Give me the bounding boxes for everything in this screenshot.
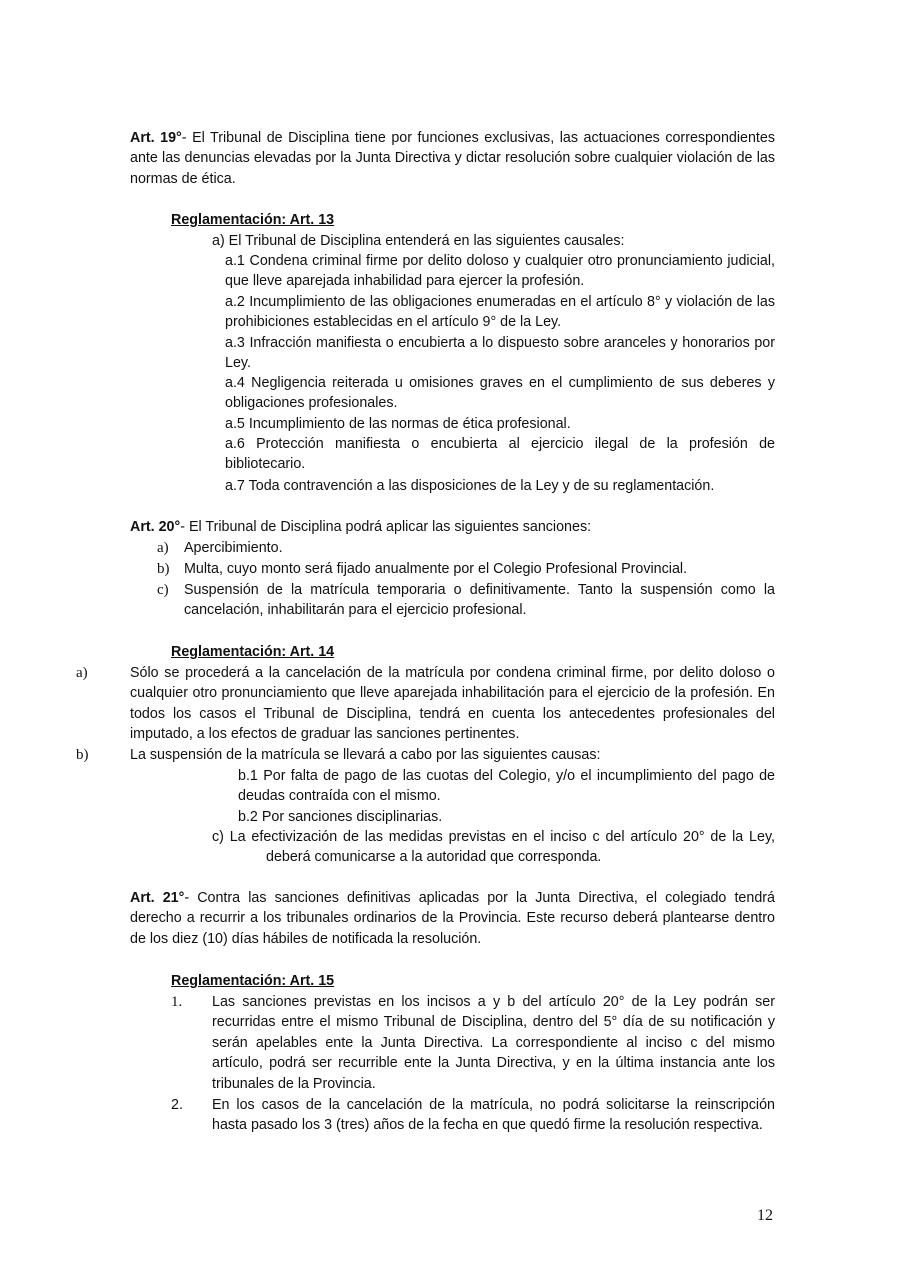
reg13-item-a6: a.6 Protección manifiesta o encubierta al ejercicio ilegal de la profesión de bibliotecario. bbox=[225, 436, 775, 473]
art20-item-b: b) Multa, cuyo monto será fijado anualmente por el Colegio Profesional Provincial. bbox=[157, 559, 775, 579]
art19-label: Art. 19° bbox=[130, 130, 182, 146]
art20-paragraph bbox=[130, 517, 775, 537]
art20-item-c-marker: c) bbox=[157, 582, 169, 598]
reg14-title-text: Reglamentación: Art. 14 bbox=[171, 644, 335, 660]
reg15-item-1-marker: 1. bbox=[171, 994, 183, 1010]
reg14-b2: b.2 Por sanciones disciplinarias. bbox=[238, 809, 443, 825]
reg13-item-a5: a.5 Incumplimiento de las normas de ética profesional. bbox=[225, 416, 571, 432]
reg15-item-2-marker: 2. bbox=[171, 1097, 183, 1113]
reg14-a-text: Sólo se procederá a la cancelación de la matrícula por condena criminal firme, por delito doloso o cualquier otro pronunciamiento que lleve aparejada inhabilitación para el ejercicio de la profesión. En todos los casos el Tribunal de Disciplina, tendrá en cuenta los antecedentes profesionales del imputado, a los efectos de graduar las sanciones pertinentes. bbox=[130, 665, 775, 743]
art20-item-a: a) Apercibimiento. bbox=[157, 538, 775, 558]
reg15-title-text: Reglamentación: Art. 15 bbox=[171, 973, 335, 989]
art20-text: - El Tribunal de Disciplina podrá aplicar las siguientes sanciones: bbox=[180, 519, 592, 535]
reg14-b1: b.1 Por falta de pago de las cuotas del Colegio, y/o el incumplimiento del pago de deudas contraída con el mismo. bbox=[238, 768, 775, 805]
reg14-b-text: La suspensión de la matrícula se llevará a cabo por las siguientes causas: bbox=[130, 747, 601, 763]
art20-item-a-marker: a) bbox=[157, 540, 169, 556]
art21-paragraph bbox=[130, 888, 775, 949]
reg14-c: c) La efectivización de las medidas previstas en el inciso c del artículo 20° de la Ley, deberá comunicarse a la autoridad que corresponda. bbox=[212, 829, 775, 866]
reg13-intro: a) El Tribunal de Disciplina entenderá en las siguientes causales: bbox=[212, 233, 625, 249]
reg14-a-marker: a) bbox=[76, 665, 88, 681]
reg15-item-2: En los casos de la cancelación de la matrícula, no podrá solicitarse la reinscripción hasta pasado los 3 (tres) años de la fecha en que quedó firme la resolución respectiva. bbox=[212, 1097, 775, 1134]
art19-text: - El Tribunal de Disciplina tiene por funciones exclusivas, las actuaciones correspondientes ante las denuncias elevadas por la Junta Directiva y dictar resolución sobre cualquier violación de las normas de ética. bbox=[130, 130, 776, 187]
art19-paragraph bbox=[130, 128, 775, 189]
art20-item-b-marker: b) bbox=[157, 561, 170, 577]
reg14-b-marker: b) bbox=[76, 747, 89, 763]
reg15-title bbox=[171, 971, 334, 991]
reg13-item-a7: a.7 Toda contravención a las disposiciones de la Ley y de su reglamentación. bbox=[225, 478, 715, 494]
reg13-item-a3: a.3 Infracción manifiesta o encubierta a lo dispuesto sobre aranceles y honorarios por Ley. bbox=[225, 335, 775, 372]
reg13-item-a2: a.2 Incumplimiento de las obligaciones enumeradas en el artículo 8° y violación de las prohibiciones establecidas en el artículo 9° de la Ley. bbox=[225, 294, 775, 331]
reg13-title bbox=[171, 210, 334, 230]
art21-text: - Contra las sanciones definitivas aplicadas por la Junta Directiva, el colegiado tendrá derecho a recurrir a los tribunales ordinarios de la Provincia. Este recurso deberá plantearse dentro de los diez (10) días hábiles de notificada la resolución. bbox=[130, 890, 775, 947]
page-number: 12 bbox=[757, 1207, 773, 1224]
art20-item-c: c) Suspensión de la matrícula temporaria o definitivamente. Tanto la suspensión como la cancelación, inhabilitarán para el ejercicio profesional. bbox=[157, 582, 775, 619]
reg15-item-1: Las sanciones previstas en los incisos a y b del artículo 20° de la Ley podrán ser recurridas entre el mismo Tribunal de Disciplina, dentro del 5° día de su notificación y serán apelables ente la Junta Directiva. La correspondiente al inciso c del mismo artículo, podrá ser recurrible ente la Junta Directiva, y en la última instancia ante los tribunales de la Provincia. bbox=[212, 994, 775, 1092]
art20-label: Art. 20° bbox=[130, 519, 181, 535]
art21-label: Art. 21° bbox=[130, 890, 185, 906]
reg14-title bbox=[171, 642, 334, 662]
reg13-item-a4: a.4 Negligencia reiterada u omisiones graves en el cumplimiento de sus deberes y obligaciones profesionales. bbox=[225, 375, 775, 412]
reg13-item-a1: a.1 Condena criminal firme por delito doloso y cualquier otro pronunciamiento judicial, que lleve aparejada inhabilidad para ejercer la profesión. bbox=[225, 253, 775, 290]
reg13-title-text: Reglamentación: Art. 13 bbox=[171, 212, 335, 228]
